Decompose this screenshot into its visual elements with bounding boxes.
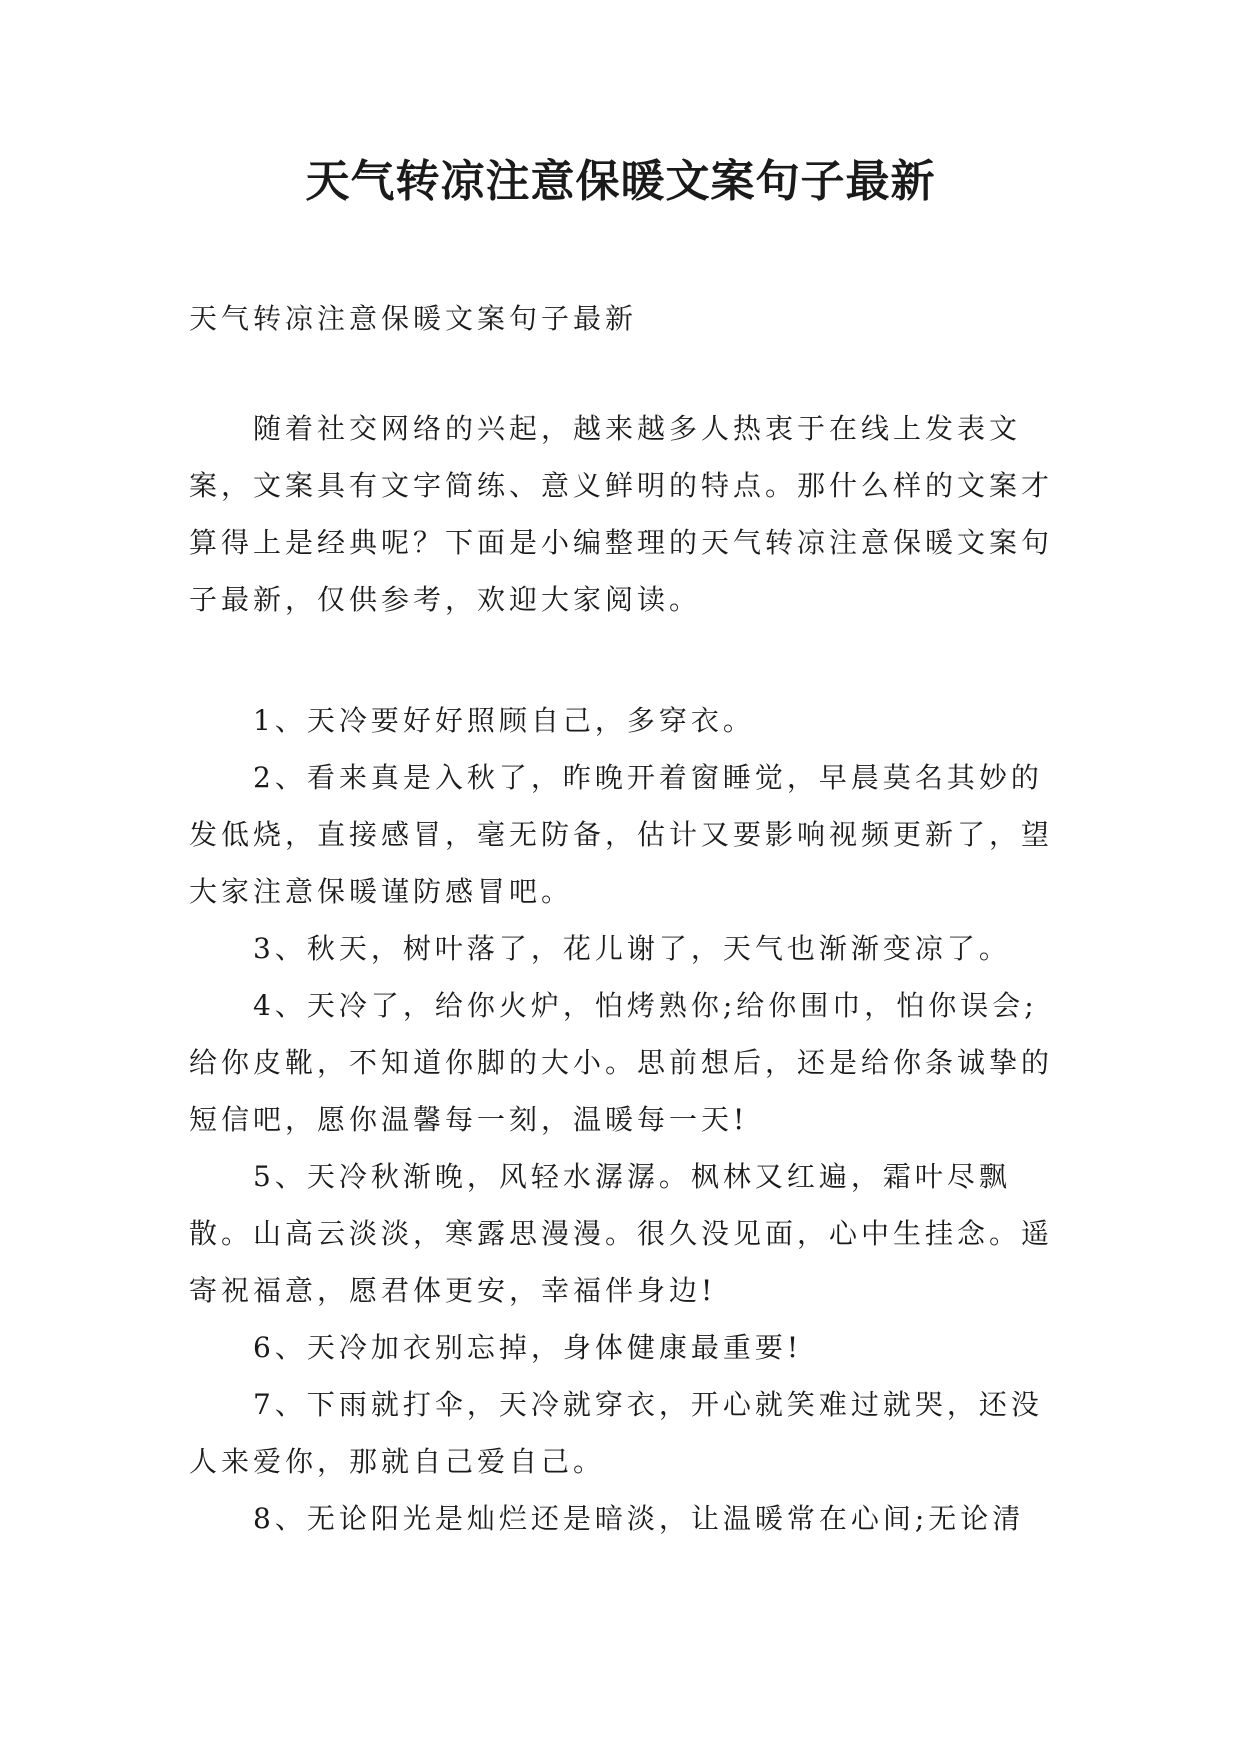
list-item: 3、秋天，树叶落了，花儿谢了，天气也渐渐变凉了。 — [253, 932, 1011, 965]
subtitle-text: 天气转凉注意保暖文案句子最新 — [189, 302, 638, 335]
list-item: 2、看来真是入秋了，昨晚开着窗睡觉，早晨莫名其妙的发低烧，直接感冒，毫无防备，估计又要影响视频更新了，望大家注意保暖谨防感冒吧。 — [189, 761, 1054, 908]
intro-text: 随着社交网络的兴起，越来越多人热衷于在线上发表文案，文案具有文字简练、意义鲜明的特点。那什么样的文案才算得上是经典呢？下面是小编整理的天气转凉注意保暖文案句子最新，仅供参考，欢迎大家阅读。 — [189, 412, 1054, 616]
list-item: 7、下雨就打伞，天冷就穿衣，开心就笑难过就哭，还没人来爱你，那就自己爱自己。 — [189, 1388, 1043, 1478]
intro-paragraph — [189, 400, 1057, 628]
item-list — [189, 692, 1057, 1547]
list-item: 6、天冷加衣别忘掉，身体健康最重要! — [253, 1331, 803, 1364]
document-title: 天气转凉注意保暖文案句子最新 — [305, 156, 936, 207]
list-item: 1、天冷要好好照顾自己，多穿衣。 — [253, 704, 755, 737]
document-subtitle — [189, 290, 1057, 347]
list-item: 4、天冷了，给你火炉，怕烤熟你;给你围巾，怕你误会;给你皮靴，不知道你脚的大小。思前想后，还是给你条诚挚的短信吧，愿你温馨每一刻，温暖每一天! — [189, 989, 1054, 1136]
list-item: 8、无论阳光是灿烂还是暗淡，让温暖常在心间;无论清 — [253, 1502, 1025, 1535]
list-item: 5、天冷秋渐晚，风轻水潺潺。枫林又红遍，霜叶尽飘散。山高云淡淡，寒露思漫漫。很久没见面，心中生挂念。遥寄祝福意，愿君体更安，幸福伴身边! — [189, 1160, 1054, 1307]
